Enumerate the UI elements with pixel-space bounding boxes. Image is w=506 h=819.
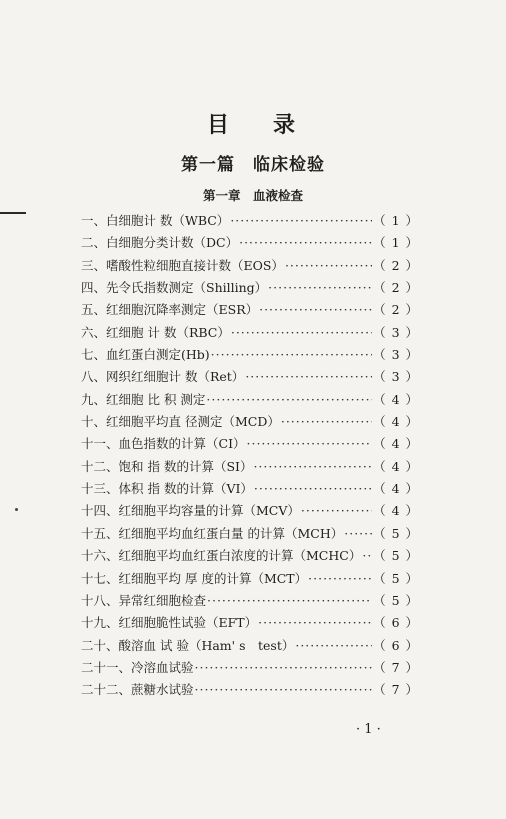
toc-entry-page: （ 5 ） bbox=[373, 525, 419, 541]
toc-entry-page: （ 4 ） bbox=[373, 458, 419, 474]
toc-entry-page: （ 4 ） bbox=[373, 414, 419, 430]
toc-entry[interactable] bbox=[81, 390, 419, 412]
toc-entry-label: 二十二、蔗糖水试验 bbox=[81, 682, 194, 698]
toc-entry-page: （ 3 ） bbox=[373, 369, 419, 385]
toc-leader-dots bbox=[206, 392, 372, 407]
toc-entry-page: （ 1 ） bbox=[373, 213, 419, 228]
toc-entry-page: （ 3 ） bbox=[373, 347, 419, 363]
toc-entry-label: 十八、异常红细胞检查 bbox=[81, 592, 207, 608]
toc-entry[interactable] bbox=[81, 256, 419, 278]
toc-leader-dots bbox=[253, 459, 372, 474]
title-char-right: 录 bbox=[273, 112, 300, 138]
toc-entry[interactable] bbox=[81, 233, 419, 255]
toc-entry[interactable] bbox=[81, 501, 419, 523]
toc-leader-dots bbox=[344, 526, 372, 541]
page-title bbox=[0, 108, 506, 139]
toc-leader-dots bbox=[254, 481, 372, 496]
toc-entry[interactable] bbox=[81, 479, 419, 501]
toc-leader-dots bbox=[285, 258, 372, 273]
toc-leader-dots bbox=[259, 302, 372, 317]
toc-entry-page: （ 2 ） bbox=[373, 257, 419, 273]
toc-entry-page: （ 5 ） bbox=[373, 548, 419, 564]
toc-entry-label: 九、红细胞 比 积 测定 bbox=[81, 391, 206, 407]
toc-entry-page: （ 3 ） bbox=[373, 324, 419, 340]
toc-leader-dots bbox=[245, 369, 372, 384]
toc-entry-page: （ 7 ） bbox=[373, 659, 419, 675]
toc-entry[interactable] bbox=[81, 591, 419, 613]
toc-entry[interactable] bbox=[81, 457, 419, 479]
toc-entry[interactable] bbox=[81, 569, 419, 591]
toc-entry-page: （ 5 ） bbox=[373, 592, 419, 608]
toc-entry[interactable] bbox=[81, 300, 419, 322]
toc-entry[interactable] bbox=[81, 524, 419, 546]
toc-leader-dots bbox=[230, 213, 372, 228]
toc-entry[interactable] bbox=[81, 278, 419, 300]
toc-leader-dots bbox=[301, 503, 372, 518]
toc-entry-label: 七、血红蛋白测定(Hb) bbox=[81, 347, 210, 363]
toc-leader-dots bbox=[247, 436, 373, 451]
toc-entry-page: （ 6 ） bbox=[373, 637, 419, 653]
toc-entry[interactable] bbox=[81, 613, 419, 635]
toc-entry-page: （ 4 ） bbox=[373, 391, 419, 407]
toc-entry[interactable] bbox=[81, 345, 419, 367]
toc-entry-page: （ 5 ） bbox=[373, 570, 419, 586]
toc-entry[interactable] bbox=[81, 323, 419, 345]
toc-entry-label: 十五、红细胞平均血红蛋白量 的计算（MCH） bbox=[81, 525, 344, 541]
toc-entry-label: 十七、红细胞平均 厚 度的计算（MCT） bbox=[81, 570, 308, 586]
scan-artifact-line bbox=[0, 212, 26, 214]
toc-entry-label: 六、红细胞 计 数（RBC） bbox=[81, 324, 230, 340]
toc-entry-page: （ 1 ） bbox=[373, 235, 419, 251]
toc-entry-label: 十、红细胞平均直 径测定（MCD） bbox=[81, 414, 280, 430]
toc-entry[interactable] bbox=[81, 680, 419, 702]
toc-leader-dots bbox=[211, 347, 372, 362]
toc-entry-label: 二十、酸溶血 试 验（Ham' s test） bbox=[81, 637, 295, 653]
toc-leader-dots bbox=[362, 548, 372, 563]
table-of-contents bbox=[81, 211, 419, 703]
toc-leader-dots bbox=[258, 615, 372, 630]
toc-leader-dots bbox=[195, 660, 373, 675]
toc-entry-label: 八、网织红细胞计 数（Ret） bbox=[81, 369, 245, 385]
toc-entry-label: 十六、红细胞平均血红蛋白浓度的计算（MCHC） bbox=[81, 548, 362, 564]
toc-entry-page: （ 4 ） bbox=[373, 481, 419, 497]
toc-entry[interactable] bbox=[81, 546, 419, 568]
toc-entry[interactable] bbox=[81, 211, 419, 233]
toc-entry[interactable] bbox=[81, 367, 419, 389]
title-char-left: 目 bbox=[206, 112, 233, 138]
toc-entry-page: （ 4 ） bbox=[373, 436, 419, 452]
toc-entry-label: 十二、饱和 指 数的计算（SI） bbox=[81, 458, 253, 474]
toc-leader-dots bbox=[231, 325, 372, 340]
toc-entry-page: （ 6 ） bbox=[373, 615, 419, 631]
page-number: · 1 · bbox=[356, 722, 381, 737]
toc-entry-label: 三、嗜酸性粒细胞直接计数（EOS） bbox=[81, 257, 284, 273]
toc-entry-page: （ 2 ） bbox=[373, 280, 419, 296]
toc-leader-dots bbox=[239, 235, 372, 250]
toc-entry-label: 十四、红细胞平均容量的计算（MCV） bbox=[81, 503, 300, 519]
toc-leader-dots bbox=[207, 593, 372, 608]
toc-leader-dots bbox=[308, 571, 372, 586]
toc-leader-dots bbox=[268, 280, 372, 295]
toc-entry[interactable] bbox=[81, 636, 419, 658]
part-heading: 第一篇 临床检验 bbox=[181, 155, 325, 175]
toc-entry-label: 一、白细胞计 数（WBC） bbox=[81, 213, 230, 228]
toc-entry-label: 十一、血色指数的计算（CI） bbox=[81, 436, 246, 452]
scan-artifact-dot bbox=[15, 508, 18, 511]
toc-entry-label: 十三、体积 指 数的计算（VI） bbox=[81, 481, 253, 497]
toc-leader-dots bbox=[281, 414, 372, 429]
toc-entry-page: （ 7 ） bbox=[373, 682, 419, 698]
toc-entry-label: 十九、红细胞脆性试验（EFT） bbox=[81, 615, 258, 631]
toc-entry[interactable] bbox=[81, 658, 419, 680]
toc-entry-label: 四、先令氏指数测定（Shilling） bbox=[81, 280, 268, 296]
toc-entry-page: （ 4 ） bbox=[373, 503, 419, 519]
toc-entry[interactable] bbox=[81, 412, 419, 434]
toc-leader-dots bbox=[295, 638, 372, 653]
toc-leader-dots bbox=[195, 682, 373, 697]
toc-entry-label: 五、红细胞沉降率测定（ESR） bbox=[81, 302, 259, 318]
toc-entry-label: 二、白细胞分类计数（DC） bbox=[81, 235, 239, 251]
toc-entry[interactable] bbox=[81, 434, 419, 456]
toc-entry-label: 二十一、冷溶血试验 bbox=[81, 659, 194, 675]
toc-entry-page: （ 2 ） bbox=[373, 302, 419, 318]
chapter-heading: 第一章 血液检查 bbox=[202, 188, 303, 203]
